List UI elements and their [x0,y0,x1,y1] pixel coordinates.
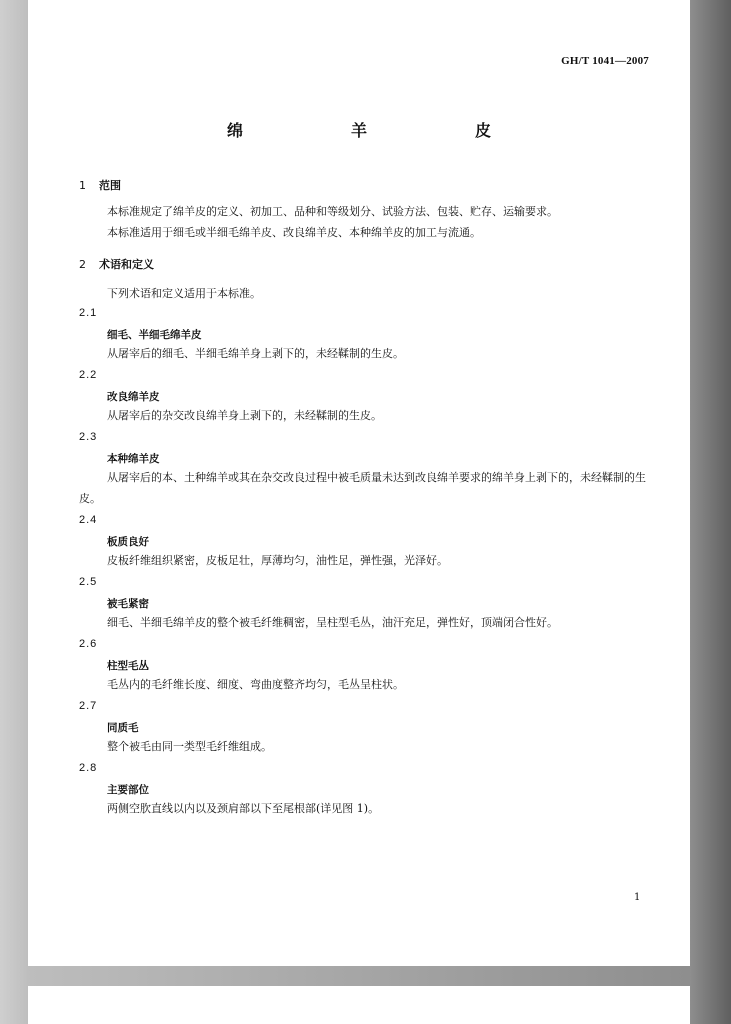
section-1-number: 1 [79,179,86,192]
clause-number: 2.3 [79,431,98,443]
term-heading: 板质良好 [107,536,149,548]
next-page-edge [28,986,690,1024]
section-2-title: 术语和定义 [99,258,154,271]
term-heading: 柱型毛丛 [107,660,149,672]
clause-number: 2.2 [79,369,98,381]
term-definition: 从屠宰后的本、土种绵羊或其在杂交改良过程中被毛质量未达到改良绵羊要求的绵羊身上剥下的，未经鞣制的生皮。 [79,471,646,505]
clause-number: 2.1 [79,307,98,319]
section-1-title: 范围 [99,179,121,192]
term-definition: 整个被毛由同一类型毛纤维组成。 [107,740,272,753]
term-definition: 毛丛内的毛纤维长度、细度、弯曲度整齐均匀，毛丛呈柱状。 [107,678,404,691]
clause-number: 2.4 [79,514,98,526]
term-definition: 从屠宰后的细毛、半细毛绵羊身上剥下的，未经鞣制的生皮。 [107,347,404,360]
section-2-intro: 下列术语和定义适用于本标准。 [107,287,261,300]
document-page [28,0,690,966]
section-1-heading [79,177,121,193]
term-heading: 同质毛 [107,722,139,734]
section-2-number: 2 [79,258,86,271]
document-title: 绵 羊 皮 [226,121,537,140]
page-number: 1 [634,892,641,903]
term-definition: 细毛、半细毛绵羊皮的整个被毛纤维稠密，呈柱型毛丛，油汗充足，弹性好，顶端闭合性好。 [107,616,558,629]
clause-number: 2.7 [79,700,98,712]
clause-number: 2.5 [79,576,98,588]
term-heading: 细毛、半细毛绵羊皮 [107,329,202,341]
clause-number: 2.6 [79,638,98,650]
term-definition: 从屠宰后的杂交改良绵羊身上剥下的，未经鞣制的生皮。 [107,409,382,422]
term-heading: 改良绵羊皮 [107,391,160,403]
section-1-paragraph-1: 本标准规定了绵羊皮的定义、初加工、品种和等级划分、试验方法、包装、贮存、运输要求。 [107,205,558,218]
standard-code: GH/T 1041—2007 [561,55,649,67]
term-definition: 皮板纤维组织紧密，皮板足壮，厚薄均匀，油性足，弹性强，光泽好。 [107,554,448,567]
section-1-paragraph-2: 本标准适用于细毛或半细毛绵羊皮、改良绵羊皮、本种绵羊皮的加工与流通。 [107,226,481,239]
term-definition: 两侧空肷直线以内以及颈肩部以下至尾根部(详见图 1)。 [107,802,380,815]
section-2-heading [79,256,154,272]
clause-number: 2.8 [79,762,98,774]
term-heading: 被毛紧密 [107,598,149,610]
term-heading: 本种绵羊皮 [107,453,160,465]
term-heading: 主要部位 [107,784,149,796]
